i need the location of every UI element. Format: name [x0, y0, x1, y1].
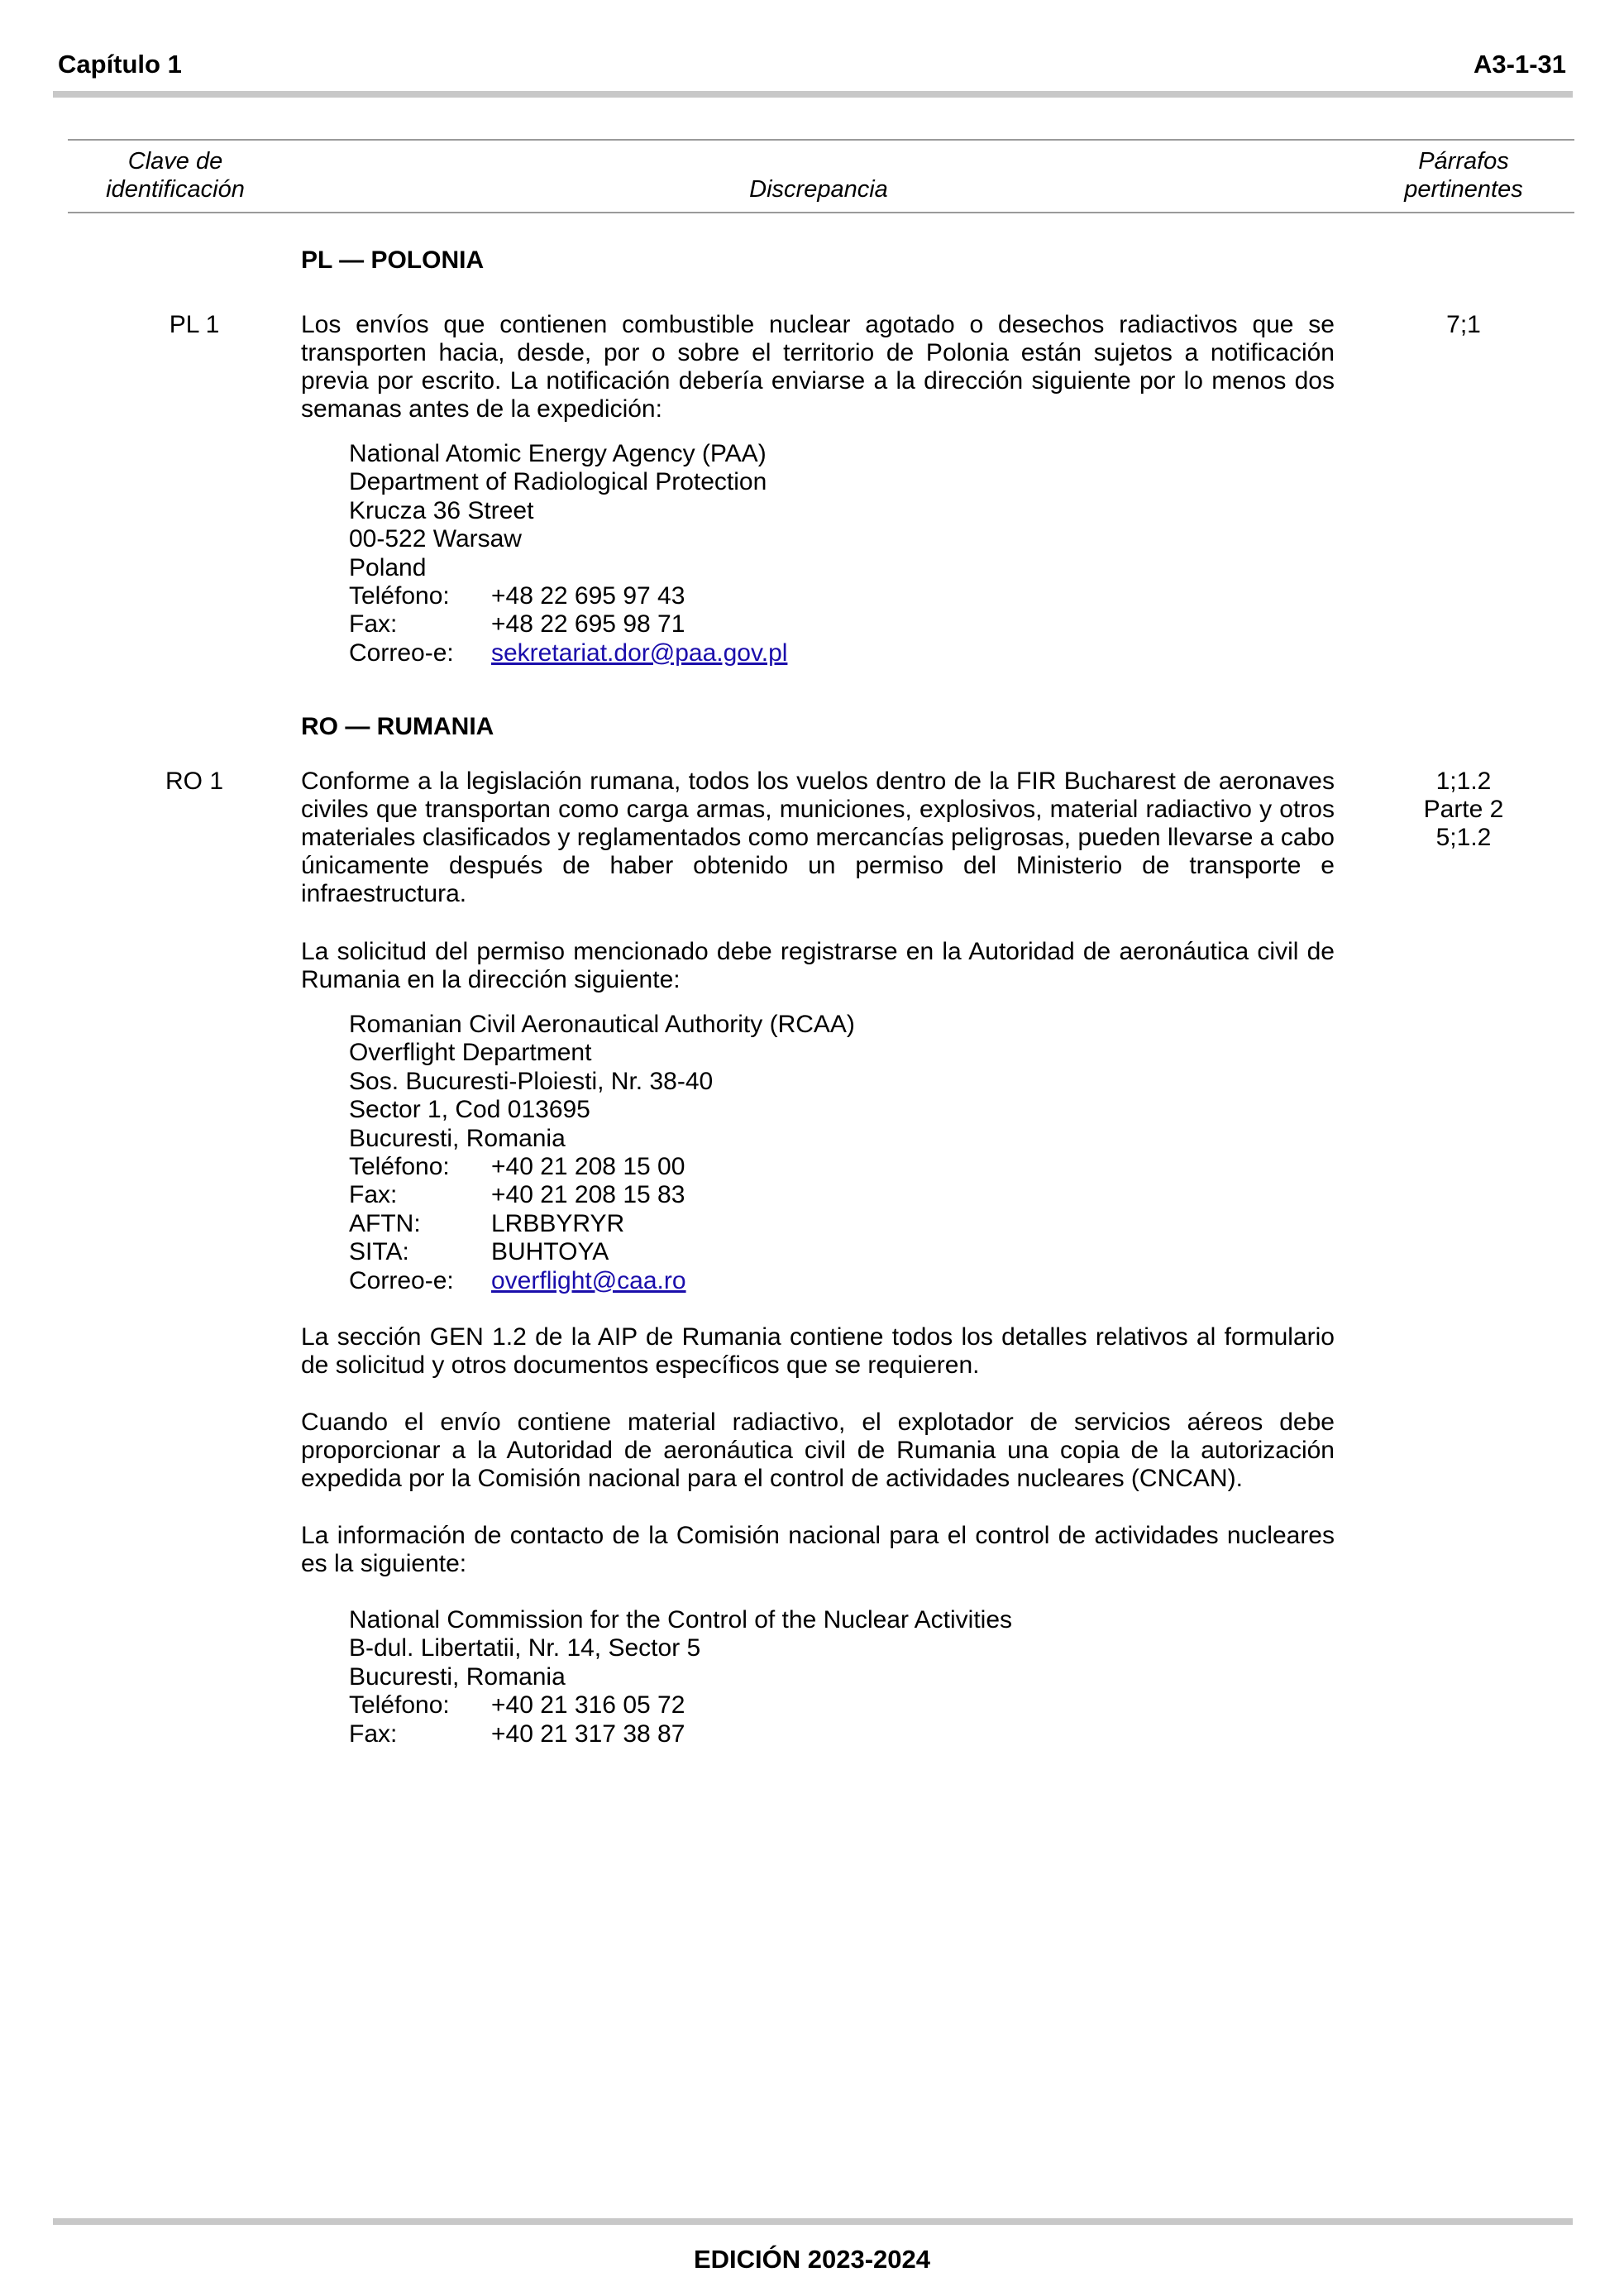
column-header-key — [68, 147, 283, 203]
address-block-rcaa — [349, 1011, 855, 1295]
address-line: National Commission for the Control of the Nuclear Activities — [349, 1606, 1013, 1634]
ref-item: Parte 2 — [1423, 796, 1504, 823]
column-header-key-line1: Clave de — [127, 148, 223, 175]
section-title-romania: RO — RUMANIA — [301, 713, 494, 740]
chapter-label: Capítulo 1 — [58, 50, 182, 79]
email-link[interactable]: overflight@caa.ro — [491, 1266, 686, 1294]
section-title-poland: PL — POLONIA — [301, 246, 485, 274]
column-header-refs — [1356, 147, 1571, 203]
contact-label: Teléfono: — [349, 1153, 450, 1181]
address-line: Bucuresti, Romania — [349, 1662, 566, 1691]
column-header-discrepancy: Discrepancia — [749, 176, 888, 203]
contact-row-fax — [349, 1181, 855, 1209]
address-block-cncan — [349, 1606, 1012, 1748]
address-line: Krucza 36 Street — [349, 496, 534, 524]
contact-value: +40 21 316 05 72 — [491, 1691, 685, 1720]
page-number: A3-1-31 — [1474, 50, 1566, 79]
address-line: Bucuresti, Romania — [349, 1124, 566, 1152]
footer-rule — [53, 2218, 1573, 2225]
contact-row-phone — [349, 1153, 855, 1181]
contact-row-sita — [349, 1238, 855, 1266]
key-pl1: PL 1 — [169, 311, 220, 338]
contact-value: LRBBYRYR — [491, 1209, 625, 1237]
contact-label: Fax: — [349, 1181, 398, 1209]
table-header-rule — [68, 212, 1574, 213]
contact-label: Teléfono: — [349, 1691, 450, 1720]
address-line: 00-522 Warsaw — [349, 525, 522, 553]
contact-label: Fax: — [349, 610, 398, 639]
address-line: Poland — [349, 553, 427, 581]
address-block-paa — [349, 440, 787, 667]
ref-item: 5;1.2 — [1435, 824, 1492, 851]
contact-value: +48 22 695 98 71 — [491, 610, 685, 639]
refs-ro1 — [1356, 768, 1571, 852]
paragraph-ro1-2: La solicitud del permiso mencionado debe registrarse en la Autoridad de aeronáutica civil de Rumania en la dirección siguiente: — [301, 938, 1335, 993]
contact-row-email — [349, 1267, 855, 1295]
contact-row-phone — [349, 1691, 1012, 1720]
contact-value: +40 21 208 15 00 — [491, 1153, 685, 1181]
paragraph-ro1-3: La sección GEN 1.2 de la AIP de Rumania contiene todos los detalles relativos al formulario de solicitud y otros documentos específicos que se requieren. — [301, 1323, 1335, 1379]
address-line: National Atomic Energy Agency (PAA) — [349, 440, 767, 467]
contact-label: SITA: — [349, 1238, 409, 1266]
contact-label: Correo-e: — [349, 639, 454, 667]
address-line: Sos. Bucuresti-Ploiesti, Nr. 38-40 — [349, 1067, 714, 1095]
contact-row-fax — [349, 610, 787, 639]
contact-value: +40 21 317 38 87 — [491, 1720, 685, 1748]
address-line: Overflight Department — [349, 1039, 592, 1067]
contact-row-aftn — [349, 1210, 855, 1238]
key-ro1: RO 1 — [165, 768, 224, 795]
column-header-key-line2: identificación — [106, 176, 245, 203]
contact-label: Correo-e: — [349, 1266, 454, 1294]
edition-footer: EDICIÓN 2023-2024 — [693, 2245, 931, 2274]
paragraph-ro1-4: Cuando el envío contiene material radiactivo, el explotador de servicios aéreos debe proporcionar a la Autoridad de aeronáutica civil de Rumania una copia de la autorización expedida por la Comisión nacional para el control de actividades nucleares (CNCAN). — [301, 1409, 1335, 1492]
header-rule — [53, 91, 1573, 98]
refs-pl1 — [1356, 311, 1571, 339]
paragraph-pl1: Los envíos que contienen combustible nuclear agotado o desechos radiactivos que se transporten hacia, desde, por o sobre el territorio de Polonia están sujetos a notificación previa por escrito. La notificación debería enviarse a la dirección siguiente por lo menos dos semanas antes de la expedición: — [301, 311, 1335, 423]
contact-row-email — [349, 639, 787, 667]
column-header-refs-line1: Párrafos — [1418, 148, 1509, 175]
contact-value: BUHTOYA — [491, 1238, 609, 1266]
column-header-refs-line2: pertinentes — [1404, 176, 1523, 203]
contact-value: +40 21 208 15 83 — [491, 1181, 685, 1209]
contact-label: Teléfono: — [349, 582, 450, 610]
contact-row-fax — [349, 1720, 1012, 1748]
contact-label: Fax: — [349, 1720, 398, 1748]
address-line: Department of Radiological Protection — [349, 468, 767, 496]
contact-row-phone — [349, 582, 787, 610]
contact-label: AFTN: — [349, 1209, 421, 1237]
ref-item: 7;1 — [1446, 311, 1481, 338]
paragraph-ro1-1: Conforme a la legislación rumana, todos los vuelos dentro de la FIR Bucharest de aeronaves civiles que transportan como carga armas, municiones, explosivos, material radiactivo y otros materiales clasificados y reglamentados como mercancías peligrosas, pueden llevarse a cabo únicamente después de haber obtenido un permiso del Ministerio de transporte e infraestructura. — [301, 768, 1335, 907]
address-line: Sector 1, Cod 013695 — [349, 1096, 590, 1124]
email-link[interactable]: sekretariat.dor@paa.gov.pl — [491, 639, 788, 667]
contact-value: +48 22 695 97 43 — [491, 582, 685, 610]
address-line: Romanian Civil Aeronautical Authority (RCAA) — [349, 1011, 855, 1038]
ref-item: 1;1.2 — [1435, 768, 1492, 795]
paragraph-ro1-5: La información de contacto de la Comisión nacional para el control de actividades nucleares es la siguiente: — [301, 1522, 1335, 1577]
table-top-rule — [68, 139, 1574, 141]
address-line: B-dul. Libertatii, Nr. 14, Sector 5 — [349, 1634, 701, 1662]
